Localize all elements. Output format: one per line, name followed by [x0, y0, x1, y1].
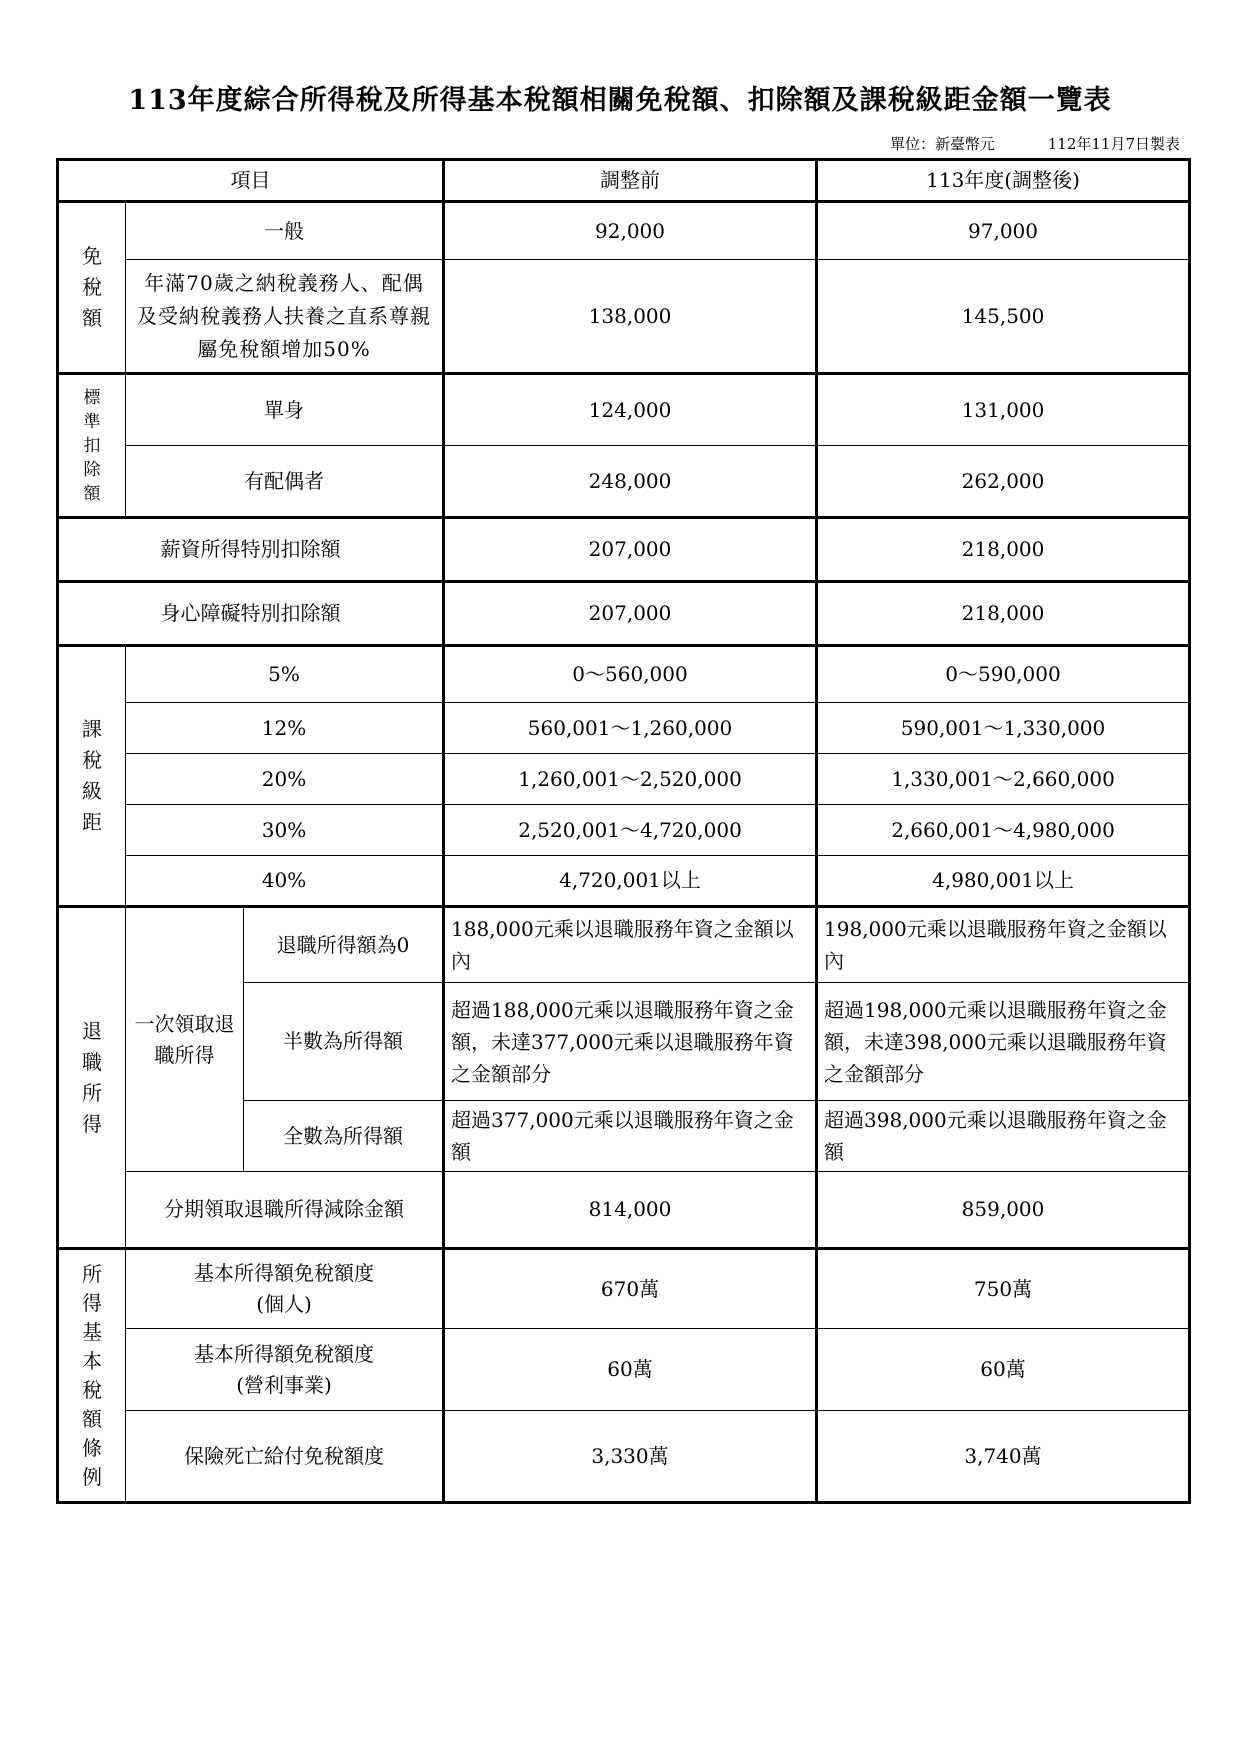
bracket-rate: 20%: [126, 754, 444, 805]
table-row: [58, 646, 1190, 703]
group-standard-deduction: [58, 374, 126, 518]
table-row: [58, 582, 1190, 646]
bracket-rate: 30%: [126, 805, 444, 856]
row-label: 有配偶者: [126, 446, 444, 518]
value-after: 859,000: [817, 1172, 1190, 1249]
value-before: 3,330萬: [444, 1411, 817, 1503]
row-label: 保險死亡給付免稅額度: [126, 1411, 444, 1503]
group-label: 退 職 所 得: [82, 1018, 102, 1136]
table-row: [58, 260, 1190, 374]
row-label: 分期領取退職所得減除金額: [126, 1172, 444, 1249]
value-after: 750萬: [817, 1249, 1190, 1329]
value-after: 超過398,000元乘以退職服務年資之金額: [817, 1101, 1190, 1172]
value-after: 218,000: [817, 582, 1190, 646]
value-after: 超過198,000元乘以退職服務年資之金額，未達398,000元乘以退職服務年資之金額部分: [817, 983, 1190, 1101]
row-label: 薪資所得特別扣除額: [58, 518, 444, 582]
value-after: 1,330,001～2,660,000: [817, 754, 1190, 805]
value-after: 60萬: [817, 1329, 1190, 1411]
group-retirement: [58, 907, 126, 1249]
value-before: 超過377,000元乘以退職服務年資之金額: [444, 1101, 817, 1172]
value-before: 92,000: [444, 202, 817, 260]
bracket-rate: 12%: [126, 703, 444, 754]
value-after: 145,500: [817, 260, 1190, 374]
header-item: 項目: [58, 160, 444, 202]
value-before: 124,000: [444, 374, 817, 446]
table-meta: [890, 133, 1180, 154]
table-row: [58, 1249, 1190, 1329]
table-row: [58, 446, 1190, 518]
table-row: [58, 805, 1190, 856]
group-basic-tax: [58, 1249, 126, 1503]
row-label: [126, 1329, 444, 1411]
group-brackets: [58, 646, 126, 907]
table-row: [58, 518, 1190, 582]
table-row: [58, 1172, 1190, 1249]
header-after: 113年度(調整後): [817, 160, 1190, 202]
value-after: 3,740萬: [817, 1411, 1190, 1503]
table-row: [58, 703, 1190, 754]
group-exemption: [58, 202, 126, 374]
value-before: 560,001～1,260,000: [444, 703, 817, 754]
row-label-line2: (營利事業): [236, 1372, 332, 1397]
row-label: 退職所得額為0: [244, 907, 444, 983]
row-label: 身心障礙特別扣除額: [58, 582, 444, 646]
unit-note: 單位：新臺幣元: [889, 135, 995, 153]
value-before: 248,000: [444, 446, 817, 518]
value-after: 2,660,001～4,980,000: [817, 805, 1190, 856]
page-title: 113年度綜合所得稅及所得基本稅額相關免稅額、扣除額及課稅級距金額一覽表: [128, 85, 1112, 116]
value-before: 188,000元乘以退職服務年資之金額以內: [444, 907, 817, 983]
value-before: 207,000: [444, 582, 817, 646]
value-after: 262,000: [817, 446, 1190, 518]
row-label-line1: 基本所得額免稅額度: [194, 1261, 374, 1285]
date-note: 112年11月7日製表: [1047, 135, 1180, 153]
table-row: [58, 202, 1190, 260]
group-label: 所 得 基 本 稅 額 條 例: [82, 1261, 102, 1489]
value-after: 97,000: [817, 202, 1190, 260]
value-before: 2,520,001～4,720,000: [444, 805, 817, 856]
value-before: 138,000: [444, 260, 817, 374]
row-label: 年滿70歲之納稅義務人、配偶及受納稅義務人扶養之直系尊親屬免稅額增加50%: [126, 260, 444, 374]
table-row: [58, 907, 1190, 983]
value-before: 60萬: [444, 1329, 817, 1411]
value-before: 670萬: [444, 1249, 817, 1329]
row-label-line1: 基本所得額免稅額度: [194, 1341, 374, 1366]
tax-table: [56, 158, 1191, 1504]
bracket-rate: 5%: [126, 646, 444, 703]
group-label: 標 準 扣 除 額: [83, 387, 101, 504]
table-row: [58, 1329, 1190, 1411]
value-before: 207,000: [444, 518, 817, 582]
value-before: 814,000: [444, 1172, 817, 1249]
table-row: [58, 1411, 1190, 1503]
value-before: 0～560,000: [444, 646, 817, 703]
value-after: 198,000元乘以退職服務年資之金額以內: [817, 907, 1190, 983]
header-before: 調整前: [444, 160, 817, 202]
value-after: 131,000: [817, 374, 1190, 446]
table-row: [58, 374, 1190, 446]
row-label-line2: (個人): [256, 1292, 312, 1316]
value-before: 超過188,000元乘以退職服務年資之金額，未達377,000元乘以退職服務年資之金額部分: [444, 983, 817, 1101]
lump-sum-label: 一次領取退職所得: [126, 907, 244, 1172]
bracket-rate: 40%: [126, 856, 444, 907]
value-before: 1,260,001～2,520,000: [444, 754, 817, 805]
table-row: [58, 754, 1190, 805]
value-before: 4,720,001以上: [444, 856, 817, 907]
group-label: 課 稅 級 距: [82, 717, 102, 834]
table-row: [58, 856, 1190, 907]
row-label: 單身: [126, 374, 444, 446]
value-after: 4,980,001以上: [817, 856, 1190, 907]
row-label: 一般: [126, 202, 444, 260]
value-after: 218,000: [817, 518, 1190, 582]
row-label: 半數為所得額: [244, 983, 444, 1101]
value-after: 0～590,000: [817, 646, 1190, 703]
header-row: [58, 160, 1190, 202]
row-label: 全數為所得額: [244, 1101, 444, 1172]
group-label: 免 稅 額: [82, 244, 102, 330]
row-label: [126, 1249, 444, 1329]
value-after: 590,001～1,330,000: [817, 703, 1190, 754]
